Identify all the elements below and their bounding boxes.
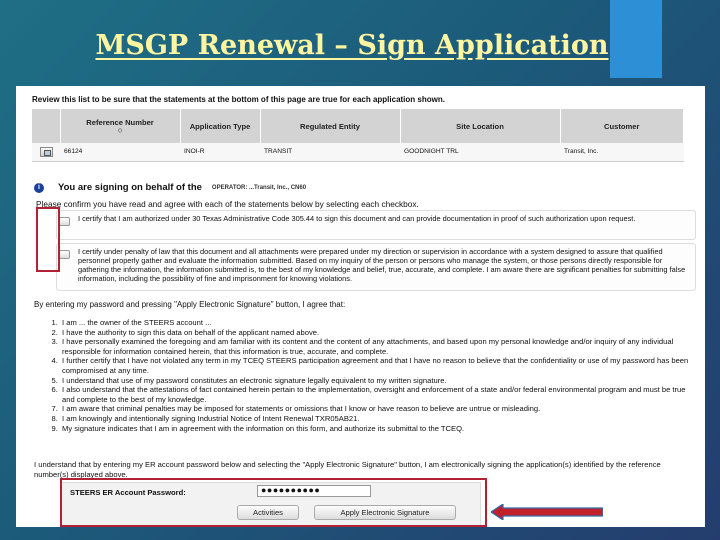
understand-statement: I understand that by entering my ER account password below and selecting the "Apply Electronic Signature" button, I am electronically signing the application(s) identified by the reference number(s) displayed above. xyxy=(34,460,661,479)
confirm-instructions: Please confirm you have read and agree with each of the statements below by selecting each checkbox. xyxy=(36,199,419,209)
column-header-label: Regulated Entity xyxy=(300,121,360,131)
activities-button[interactable]: Activities xyxy=(237,505,299,520)
agree-intro: By entering my password and pressing "Apply Electronic Signature" button, I agree that: xyxy=(34,300,346,309)
review-instructions: Review this list to be sure that the statements at the bottom of this page are true for each application shown. xyxy=(32,95,445,104)
list-item: 2. I have the authority to sign this data on behalf of the applicant named above. xyxy=(60,328,698,338)
apply-signature-button[interactable]: Apply Electronic Signature xyxy=(314,505,456,520)
agreement-terms xyxy=(48,318,698,433)
certification-text: I certify that I am authorized under 30 Texas Administrative Code 305.44 to sign this document and can provide documentation in proof of such authorization upon request. xyxy=(78,214,636,223)
list-item: 1. I am ... the owner of the STEERS account ... xyxy=(60,318,698,328)
certification-checkbox[interactable] xyxy=(59,217,70,226)
list-item: 4. I further certify that I have not violated any term in my TCEQ STEERS participation agreement and that I have no reason to believe that the confidentiality or use of my password has been compromised at any time. xyxy=(60,356,698,375)
signing-prefix: You are signing on behalf of the xyxy=(58,182,202,193)
column-header-reference[interactable] xyxy=(60,109,180,143)
column-header-type[interactable] xyxy=(180,109,260,143)
list-item: 6. I also understand that the attestations of fact contained herein pertain to the implementation, oversight and enforcement of a state and/or federal environmental program and must be true and complete to the best of my knowledge. xyxy=(60,385,698,404)
list-item: 8. I am knowingly and intentionally signing Industrial Notice of Intent Renewal TXR05AB21. xyxy=(60,414,698,424)
certification-row xyxy=(56,210,696,240)
reference-cell: 66124 xyxy=(60,143,180,161)
pointer-arrow-icon xyxy=(491,504,603,520)
table-header-row xyxy=(32,109,684,143)
password-input[interactable]: ●●●●●●●●●● xyxy=(257,485,371,497)
entity-cell: TRANSIT xyxy=(260,143,400,161)
type-cell: INOI-R xyxy=(180,143,260,161)
list-item: 5. I understand that use of my password constitutes an electronic signature legally equivalent to my written signature. xyxy=(60,376,698,386)
sort-icon[interactable]: ◇ xyxy=(117,128,123,134)
view-details-icon[interactable] xyxy=(40,147,53,157)
column-header-customer[interactable] xyxy=(560,109,684,143)
column-header-view xyxy=(32,109,60,143)
info-icon: i xyxy=(34,183,44,193)
column-header-label: Reference Number xyxy=(86,118,154,127)
password-highlight xyxy=(60,478,487,527)
column-header-entity[interactable] xyxy=(260,109,400,143)
site-cell: GOODNIGHT TRL xyxy=(400,143,560,161)
operator-name: OPERATOR: ...Transit, Inc., CN60 xyxy=(211,184,307,191)
column-header-label: Customer xyxy=(604,121,640,131)
slide-title: MSGP Renewal – Sign Application xyxy=(95,30,609,61)
certification-row xyxy=(56,243,696,291)
applications-table xyxy=(32,109,684,162)
column-header-label: Site Location xyxy=(456,121,504,131)
list-item: 3. I have personally examined the foregoing and am familiar with its content and the content of any attachments, and based upon my personal knowledge and/or inquiry of any individual responsible for information contained herein, that this information is true, accurate, and complete. xyxy=(60,337,698,356)
table-row xyxy=(32,143,684,161)
view-cell xyxy=(32,143,60,161)
password-label: STEERS ER Account Password: xyxy=(70,488,186,497)
list-item: 7. I am aware that criminal penalties may be imposed for statements or omissions that I know or have reason to believe are untrue or misleading. xyxy=(60,404,698,414)
customer-cell: Transit, Inc. xyxy=(560,143,684,161)
certification-text: I certify under penalty of law that this document and all attachments were prepared under my direction or supervision in accordance with a system designed to assure that qualified personnel properly gather and evaluate the information submitted. Based on my inquiry of the person or persons who manage the system, or those persons directly responsible for gathering the information, the information submitted is, to the best of my knowledge and belief, true, accurate, and complete. I am aware there are significant penalties for submitting false information, including the possibility of fine and imprisonment for knowing violations. xyxy=(78,247,686,283)
signing-on-behalf xyxy=(34,182,306,193)
column-header-site[interactable] xyxy=(400,109,560,143)
screenshot-panel xyxy=(16,86,705,527)
list-item: 9. My signature indicates that I am in agreement with the information on this form, and authorize its submittal to the TCEQ. xyxy=(60,424,698,434)
certification-checkbox[interactable] xyxy=(59,250,70,259)
checkbox-highlight xyxy=(36,207,60,272)
column-header-label: Application Type xyxy=(189,121,251,131)
